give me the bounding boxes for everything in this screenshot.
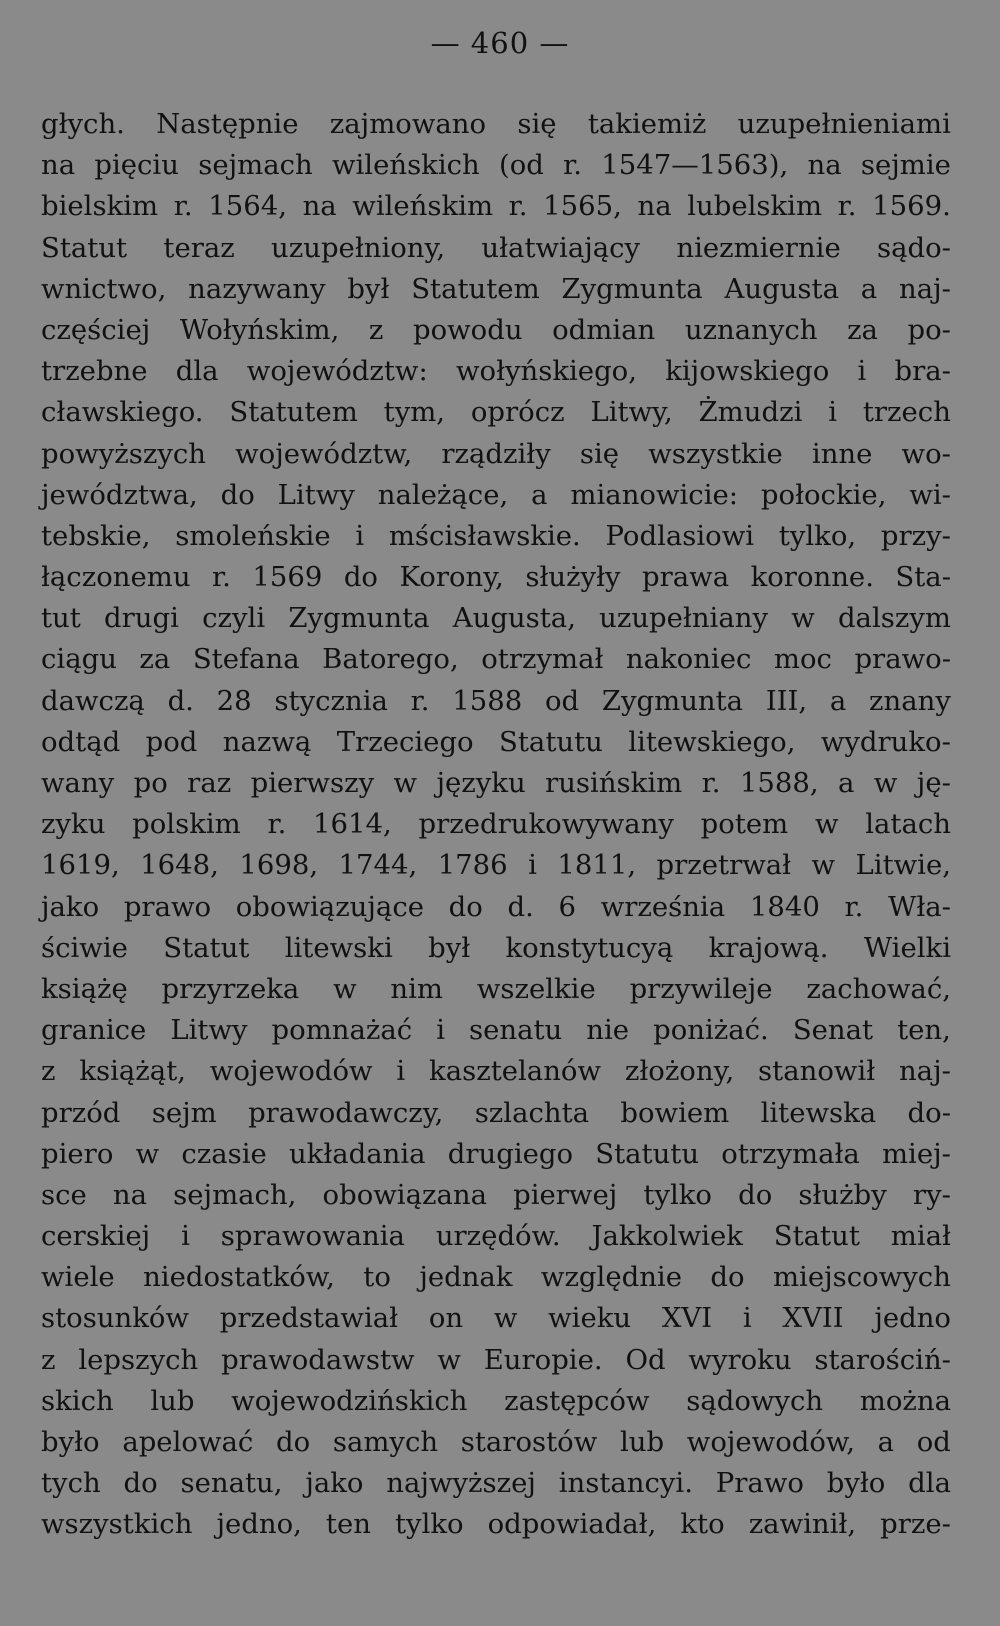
text-line: wiele niedostatków, to jednak względnie do miejscowych <box>41 1261 951 1294</box>
text-line: z lepszych prawodawstw w Europie. Od wyroku starościń- <box>41 1343 951 1376</box>
text-line: piero w czasie układania drugiego Statutu otrzymała miej- <box>41 1137 951 1170</box>
text-line: było apelować do samych starostów lub wojewodów, a od <box>41 1426 951 1458</box>
text-line: częściej Wołyńskim, z powodu odmian uznanych za po- <box>41 313 951 346</box>
text-line: ściwie Statut litewski był konstytucyą krajową. Wielki <box>41 931 951 964</box>
text-line: wnictwo, nazywany był Statutem Zygmunta Augusta a naj- <box>41 272 951 305</box>
text-line: skich lub wojewodzińskich zastępców sądowych można <box>41 1384 951 1417</box>
page-number: — 460 — <box>430 26 570 60</box>
text-line: zyku polskim r. 1614, przedrukowywany potem w latach <box>41 808 951 841</box>
text-line: tych do senatu, jako najwyższej instancyi. Prawo było dla <box>41 1467 951 1500</box>
text-line: wszystkich jedno, ten tylko odpowiadał, kto zawinił, prze- <box>41 1508 951 1541</box>
text-line: cerskiej i sprawowania urzędów. Jakkolwiek Statut miał <box>41 1220 951 1253</box>
text-line: przód sejm prawodawczy, szlachta bowiem litewska do- <box>41 1096 951 1129</box>
text-line: ciągu za Stefana Batorego, otrzymał nakoniec moc prawo- <box>41 643 951 676</box>
text-line: tut drugi czyli Zygmunta Augusta, uzupełniany w dalszym <box>41 602 951 635</box>
text-line: bielskim r. 1564, na wileńskim r. 1565, na lubelskim r. 1569. <box>41 190 951 223</box>
text-line: łączonemu r. 1569 do Korony, służyły prawa koronne. Sta- <box>41 561 951 594</box>
text-line: cławskiego. Statutem tym, oprócz Litwy, Żmudzi i trzech <box>41 396 951 429</box>
text-line: jako prawo obowiązujące do d. 6 września 1840 r. Wła- <box>41 890 951 923</box>
text-line: granice Litwy pomnażać i senatu nie poniżać. Senat ten, <box>41 1014 951 1047</box>
text-line: jewództwa, do Litwy należące, a mianowicie: połockie, wi- <box>41 478 951 511</box>
text-line: powyższych województw, rządziły się wszystkie inne wo- <box>41 437 951 470</box>
text-line: wany po raz pierwszy w języku rusińskim r. 1588, a w ję- <box>41 767 951 799</box>
text-line: odtąd pod nazwą Trzeciego Statutu litewskiego, wydruko- <box>41 725 951 758</box>
text-line: stosunków przedstawiał on w wieku XVI i XVII jedno <box>41 1302 951 1335</box>
text-line: dawczą d. 28 stycznia r. 1588 od Zygmunta III, a znany <box>41 684 951 717</box>
text-line: tebskie, smoleńskie i mścisławskie. Podlasiowi tylko, przy- <box>41 519 951 552</box>
body-text <box>41 104 951 1546</box>
text-line: książę przyrzeka w nim wszelkie przywileje zachować, <box>41 972 951 1005</box>
text-line: sce na sejmach, obowiązana pierwej tylko do służby ry- <box>41 1178 951 1211</box>
text-line: z książąt, wojewodów i kasztelanów złożony, stanowił naj- <box>41 1055 951 1088</box>
text-line: Statut teraz uzupełniony, ułatwiający niezmiernie sądo- <box>41 231 951 264</box>
text-line: na pięciu sejmach wileńskich (od r. 1547—1563), na sejmie <box>41 149 951 182</box>
text-line: trzebne dla województw: wołyńskiego, kijowskiego i bra- <box>41 355 951 388</box>
text-line: głych. Następnie zajmowano się takiemiż uzupełnieniami <box>41 108 951 140</box>
text-line: 1619, 1648, 1698, 1744, 1786 i 1811, przetrwał w Litwie, <box>41 849 951 882</box>
